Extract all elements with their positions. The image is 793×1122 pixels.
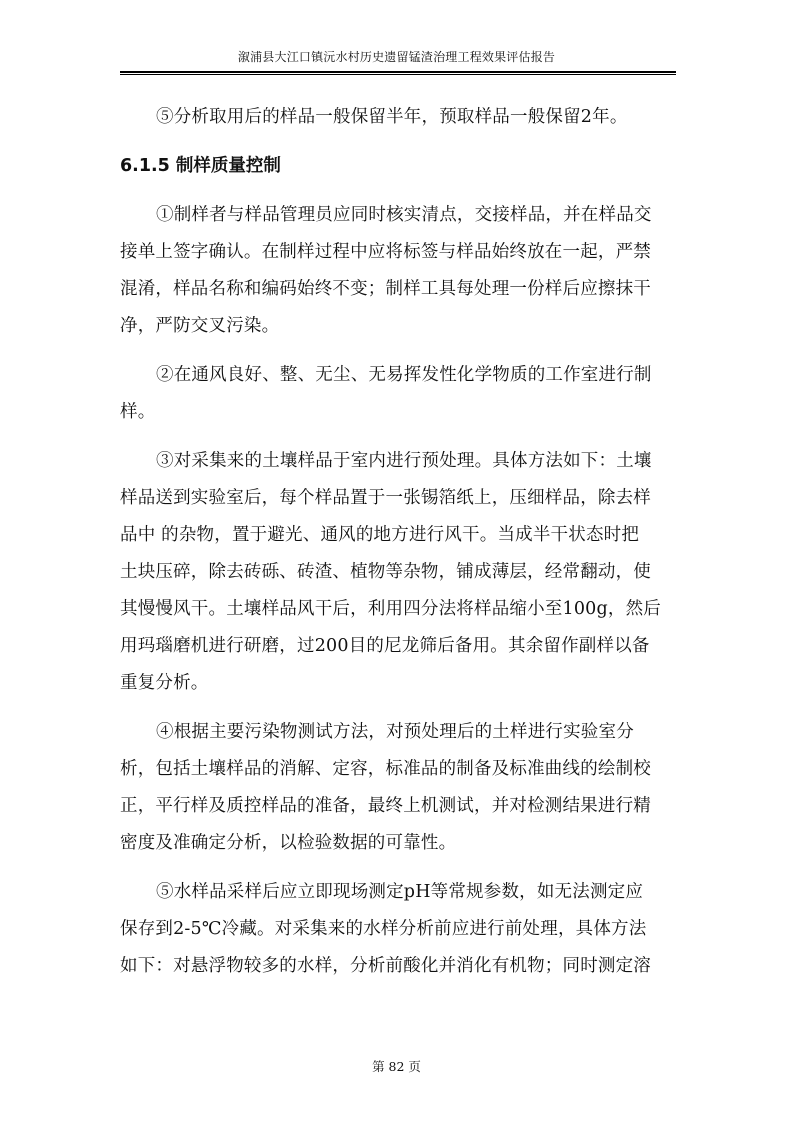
text-line: 密度及准确定分析，以检验数据的可靠性。	[120, 833, 457, 853]
paragraph-soil-pretreatment	[120, 443, 676, 702]
text-line: 土块压碎，除去砖砾、砖渣、植物等杂物，铺成薄层，经常翻动，使	[120, 562, 651, 582]
text-line: 净，严防交叉污染。	[120, 316, 280, 336]
running-header: 溆浦县大江口镇沅水村历史遗留锰渣治理工程效果评估报告	[237, 50, 556, 64]
text-line: 保存到2-5℃冷藏。对采集来的水样分析前应进行前处理，具体方法	[120, 919, 647, 939]
paragraph-sample-retention	[120, 99, 676, 136]
text-line: 重复分析。	[120, 673, 209, 693]
text-line: ②在通风良好、整、无尘、无易挥发性化学物质的工作室进行制	[156, 365, 652, 385]
header-rule	[120, 71, 676, 75]
section-heading: 6.1.5 制样质量控制	[120, 156, 281, 176]
text-line: ⑤水样品采样后应立即现场测定pH等常规参数，如无法测定应	[156, 882, 644, 902]
text-line: 样。	[120, 402, 156, 422]
text-line: ④根据主要污染物测试方法，对预处理后的土样进行实验室分	[156, 722, 634, 742]
page-body	[120, 99, 676, 985]
paragraph-handover	[120, 197, 676, 345]
text-line: ①制样者与样品管理员应同时核实清点，交接样品，并在样品交	[156, 205, 652, 225]
paragraph-lab-analysis	[120, 714, 676, 862]
text-line: 正，平行样及质控样品的准备，最终上机测试，并对检测结果进行精	[120, 796, 651, 816]
text-line: 接单上签字确认。在制样过程中应将标签与样品始终放在一起，严禁	[120, 242, 651, 262]
text-line: 析，包括土壤样品的消解、定容，标准品的制备及标准曲线的绘制校	[120, 759, 651, 779]
page-number: 第 82 页	[372, 1059, 421, 1074]
text-line: 其慢慢风干。土壤样品风干后，利用四分法将样品缩小至100g，然后	[120, 599, 662, 619]
text-line: 样品送到实验室后，每个样品置于一张锡箔纸上，压细样品，除去样	[120, 488, 651, 508]
text-line: 品中 的杂物，置于避光、通风的地方进行风干。当成半干状态时把	[120, 525, 640, 545]
text-line: 如下：对悬浮物较多的水样，分析前酸化并消化有机物；同时测定溶	[120, 956, 651, 976]
paragraph-workroom	[120, 357, 676, 431]
paragraph-water-sample	[120, 874, 676, 985]
text-line: ③对采集来的土壤样品于室内进行预处理。具体方法如下：土壤	[156, 451, 652, 471]
text-line: ⑤分析取用后的样品一般保留半年，预取样品一般保留2年。	[156, 107, 628, 127]
text-line: 用玛瑙磨机进行研磨，过200目的尼龙筛后备用。其余留作副样以备	[120, 636, 650, 656]
text-line: 混淆，样品名称和编码始终不变；制样工具每处理一份样后应擦抹干	[120, 279, 651, 299]
